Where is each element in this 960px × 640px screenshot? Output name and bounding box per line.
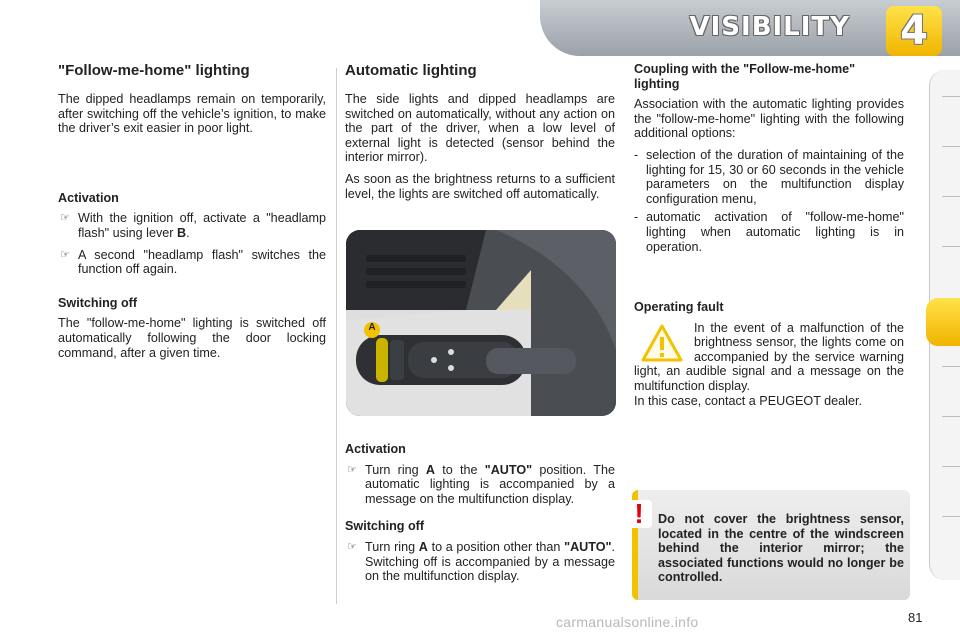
activation-heading: Activation <box>58 190 119 205</box>
watermark: carmanualsonline.info <box>556 614 699 630</box>
fault-contact: In this case, contact a PEUGEOT dealer. <box>634 393 862 408</box>
pointing-hand-icon: ☞ <box>347 463 357 476</box>
switching-off-heading: Switching off <box>58 295 138 310</box>
lighting-stalk-illustration <box>346 230 616 416</box>
air-vent <box>366 255 466 288</box>
lighting-stalk-photo <box>346 230 616 416</box>
activation-step: ☞ Turn ring A to the "AUTO" position. The automatic lighting is accompanied by a message on the multifunction display. <box>347 462 615 506</box>
activation-step: ☞ A second "headlamp flash" switches the function off again. <box>60 247 326 277</box>
auto-paragraph-2: As soon as the brightness returns to a sufficient level, the lights are switched off automatically. <box>345 171 615 201</box>
warning-text: Do not cover the brightness sensor, located in the centre of the windscreen behind the interior mirror; the associated functions would no longer be controlled. <box>658 512 904 585</box>
column-divider <box>336 68 337 604</box>
coupling-option: - selection of the duration of maintaining of the lighting for 15, 30 or 60 seconds in the vehicle parameters on the multifunction display configuration menu, <box>634 147 904 206</box>
chapter-number: 4 <box>886 6 942 56</box>
tab-divider <box>942 96 960 97</box>
active-chapter-tab[interactable] <box>926 298 960 346</box>
fault-heading: Operating fault <box>634 300 724 314</box>
fault-paragraph: In the event of a malfunction of the brightness sensor, the lights come on accompanied by the service warning light, an audible signal and a message on the multifunction display. <box>634 320 904 393</box>
section-title: "Follow-me-home" lighting <box>58 62 250 79</box>
tab-divider <box>942 516 960 517</box>
pointing-hand-icon: ☞ <box>347 540 357 553</box>
tab-divider <box>942 466 960 467</box>
tab-divider <box>942 196 960 197</box>
pointing-hand-icon: ☞ <box>60 212 70 225</box>
column-coupling <box>634 62 904 258</box>
tab-divider <box>942 146 960 147</box>
ring-label: A <box>368 322 376 333</box>
column-automatic-lighting-steps <box>345 442 615 591</box>
chapter-title: VISIBILITY <box>689 12 850 42</box>
switching-off-heading: Switching off <box>345 519 425 534</box>
page-number: 81 <box>908 610 923 625</box>
pointing-hand-icon: ☞ <box>60 248 70 261</box>
coupling-option: - automatic activation of "follow-me-home" lighting when automatic lighting is in operation. <box>634 210 904 254</box>
activation-heading: Activation <box>345 442 406 456</box>
section-title: Automatic lighting <box>345 62 477 79</box>
activation-step: ☞ With the ignition off, activate a "headlamp flash" using lever B. <box>60 211 326 240</box>
tab-divider <box>942 366 960 367</box>
exclamation-icon: ! <box>626 500 652 528</box>
tab-divider <box>942 416 960 417</box>
switching-off-paragraph: The "follow-me-home" lighting is switched off automatically following the door locking command, after a given time. <box>58 316 326 360</box>
column-operating-fault <box>634 300 904 408</box>
column-automatic-lighting <box>345 62 615 208</box>
coupling-paragraph: Association with the automatic lighting provides the "follow-me-home" lighting with the following additional options: <box>634 97 904 141</box>
chapter-tabs <box>929 70 960 580</box>
tab-divider <box>942 246 960 247</box>
auto-paragraph-1: The side lights and dipped headlamps are switched on automatically, without any action on the part of the driver, when a low level of external light is detected (sensor behind the interior mirror). <box>345 92 615 165</box>
intro-paragraph: The dipped headlamps remain on temporarily, after switching off the vehicle’s ignition, to make the driver’s exit easier in poor light. <box>58 92 326 136</box>
column-follow-me-home <box>58 62 326 367</box>
warning-triangle-icon <box>640 323 684 363</box>
coupling-heading: Coupling with the "Follow-me-home" lighting <box>634 62 856 91</box>
switching-off-step: ☞ Turn ring A to a position other than "AUTO". Switching off is accompanied by a message on the multifunction display. <box>347 539 615 584</box>
warning-box <box>632 490 910 600</box>
